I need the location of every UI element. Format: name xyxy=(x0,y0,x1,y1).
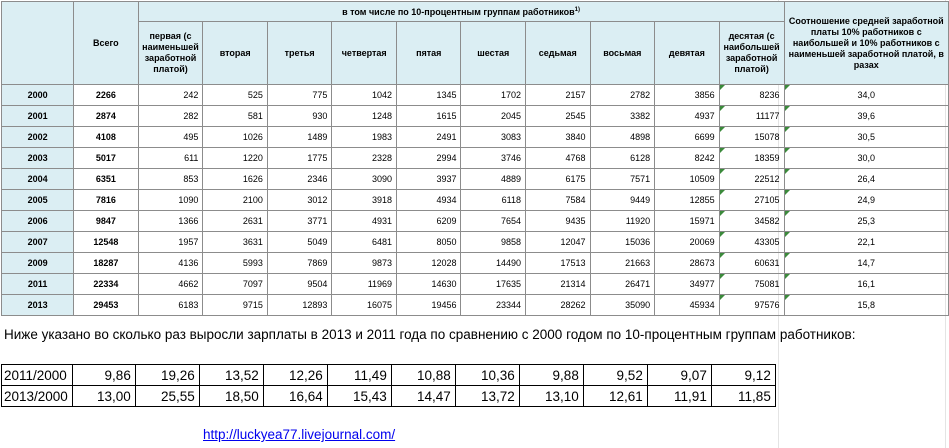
value-cell: 4898 xyxy=(590,127,655,148)
header-group-4: четвертая xyxy=(332,22,397,85)
value-cell: 1345 xyxy=(397,85,461,106)
value-cell: 4662 xyxy=(138,274,203,295)
ratio-cell: 25,3 xyxy=(784,211,948,232)
value-cell: 611 xyxy=(138,148,203,169)
growth-value: 13,00 xyxy=(72,386,135,407)
value-cell: 3856 xyxy=(655,85,720,106)
value-cell: 7097 xyxy=(203,274,267,295)
value-cell: 9435 xyxy=(525,211,590,232)
value-cell: 9873 xyxy=(332,253,397,274)
value-cell: 60631 xyxy=(719,253,784,274)
header-year-corner xyxy=(2,2,74,85)
value-cell: 1626 xyxy=(203,169,267,190)
ratio-cell: 26,4 xyxy=(784,169,948,190)
growth-value: 9,07 xyxy=(647,365,711,386)
value-cell: 1220 xyxy=(203,148,267,169)
growth-label: 2011/2000 xyxy=(2,365,73,386)
header-group-2: вторая xyxy=(203,22,267,85)
value-cell: 930 xyxy=(267,106,331,127)
value-cell: 34582 xyxy=(719,211,784,232)
value-cell: 4934 xyxy=(397,190,461,211)
growth-value: 19,26 xyxy=(135,365,199,386)
ratio-cell: 14,7 xyxy=(784,253,948,274)
value-cell: 9504 xyxy=(267,274,331,295)
value-cell: 6699 xyxy=(655,127,720,148)
growth-note: Ниже указано во сколько раз выросли зарплаты в 2013 и 2011 года по сравнению с 2000 годом по 10-процентным группам работников: xyxy=(4,327,856,342)
value-cell: 15078 xyxy=(719,127,784,148)
value-cell: 3631 xyxy=(203,232,267,253)
value-cell: 28262 xyxy=(525,295,590,316)
value-cell: 11177 xyxy=(719,106,784,127)
value-cell: 3382 xyxy=(590,106,655,127)
value-cell: 75081 xyxy=(719,274,784,295)
value-cell: 6481 xyxy=(332,232,397,253)
value-cell: 1957 xyxy=(138,232,203,253)
growth-value: 13,72 xyxy=(455,386,519,407)
value-cell: 853 xyxy=(138,169,203,190)
value-cell: 1248 xyxy=(332,106,397,127)
value-cell: 775 xyxy=(267,85,331,106)
header-group-1: первая (с наименьшей заработной платой) xyxy=(138,22,203,85)
growth-value: 11,85 xyxy=(711,386,775,407)
ratio-cell: 34,0 xyxy=(784,85,948,106)
value-cell: 12047 xyxy=(525,232,590,253)
growth-value: 15,43 xyxy=(327,386,391,407)
year-cell: 2011 xyxy=(2,274,74,295)
growth-value: 18,50 xyxy=(199,386,263,407)
table-row xyxy=(2,85,949,106)
value-cell: 20069 xyxy=(655,232,720,253)
growth-value: 9,88 xyxy=(519,365,583,386)
growth-table xyxy=(1,364,776,407)
total-cell: 29453 xyxy=(74,295,138,316)
value-cell: 1702 xyxy=(461,85,525,106)
value-cell: 3012 xyxy=(267,190,331,211)
value-cell: 6209 xyxy=(397,211,461,232)
year-cell: 2000 xyxy=(2,85,74,106)
growth-value: 9,12 xyxy=(711,365,775,386)
value-cell: 14630 xyxy=(397,274,461,295)
value-cell: 2045 xyxy=(461,106,525,127)
value-cell: 2100 xyxy=(203,190,267,211)
value-cell: 2782 xyxy=(590,85,655,106)
growth-value: 9,86 xyxy=(72,365,135,386)
value-cell: 21663 xyxy=(590,253,655,274)
growth-value: 9,52 xyxy=(583,365,647,386)
total-cell: 22334 xyxy=(74,274,138,295)
table-row xyxy=(2,127,949,148)
table-row xyxy=(2,274,949,295)
value-cell: 2631 xyxy=(203,211,267,232)
value-cell: 495 xyxy=(138,127,203,148)
value-cell: 12855 xyxy=(655,190,720,211)
ratio-cell: 22,1 xyxy=(784,232,948,253)
year-cell: 2009 xyxy=(2,253,74,274)
year-cell: 2002 xyxy=(2,127,74,148)
value-cell: 97576 xyxy=(719,295,784,316)
value-cell: 21314 xyxy=(525,274,590,295)
table-row xyxy=(2,169,949,190)
value-cell: 4889 xyxy=(461,169,525,190)
value-cell: 5993 xyxy=(203,253,267,274)
value-cell: 15971 xyxy=(655,211,720,232)
value-cell: 7869 xyxy=(267,253,331,274)
value-cell: 6118 xyxy=(461,190,525,211)
value-cell: 4931 xyxy=(332,211,397,232)
growth-value: 25,55 xyxy=(135,386,199,407)
livejournal-link[interactable]: http://luckyea77.livejournal.com/ xyxy=(203,427,396,442)
value-cell: 5049 xyxy=(267,232,331,253)
value-cell: 2346 xyxy=(267,169,331,190)
value-cell: 11969 xyxy=(332,274,397,295)
ratio-cell: 30,5 xyxy=(784,127,948,148)
growth-row xyxy=(2,365,776,386)
header-group-5: пятая xyxy=(397,22,461,85)
value-cell: 1489 xyxy=(267,127,331,148)
growth-value: 11,91 xyxy=(647,386,711,407)
header-group-text: в том числе по 10-процентным группам работников xyxy=(342,7,575,17)
total-cell: 18287 xyxy=(74,253,138,274)
header-group-7: седьмая xyxy=(525,22,590,85)
ratio-cell: 39,6 xyxy=(784,106,948,127)
header-ratio: Соотношение средней заработной платы 10% работников с наибольшей и 10% работников с наименьшей заработной платой, в разах xyxy=(784,2,948,85)
growth-value: 14,47 xyxy=(391,386,455,407)
value-cell: 4136 xyxy=(138,253,203,274)
table-row xyxy=(2,148,949,169)
table-row xyxy=(2,253,949,274)
value-cell: 242 xyxy=(138,85,203,106)
value-cell: 9858 xyxy=(461,232,525,253)
ratio-cell: 30,0 xyxy=(784,148,948,169)
value-cell: 1042 xyxy=(332,85,397,106)
growth-value: 16,64 xyxy=(263,386,327,407)
value-cell: 3840 xyxy=(525,127,590,148)
total-cell: 12548 xyxy=(74,232,138,253)
header-group-8: восьмая xyxy=(590,22,655,85)
wage-distribution-table xyxy=(1,1,949,316)
value-cell: 6128 xyxy=(590,148,655,169)
year-cell: 2003 xyxy=(2,148,74,169)
value-cell: 1026 xyxy=(203,127,267,148)
value-cell: 17513 xyxy=(525,253,590,274)
value-cell: 43305 xyxy=(719,232,784,253)
value-cell: 3083 xyxy=(461,127,525,148)
value-cell: 19456 xyxy=(397,295,461,316)
value-cell: 2545 xyxy=(525,106,590,127)
growth-value: 10,88 xyxy=(391,365,455,386)
value-cell: 28673 xyxy=(655,253,720,274)
value-cell: 3918 xyxy=(332,190,397,211)
growth-row xyxy=(2,386,776,407)
growth-value: 13,52 xyxy=(199,365,263,386)
value-cell: 8236 xyxy=(719,85,784,106)
year-cell: 2005 xyxy=(2,190,74,211)
ratio-cell: 24,9 xyxy=(784,190,948,211)
value-cell: 17635 xyxy=(461,274,525,295)
header-group-footnote: 1) xyxy=(574,7,580,13)
value-cell: 4937 xyxy=(655,106,720,127)
value-cell: 581 xyxy=(203,106,267,127)
value-cell: 9715 xyxy=(203,295,267,316)
value-cell: 12893 xyxy=(267,295,331,316)
value-cell: 27105 xyxy=(719,190,784,211)
value-cell: 22512 xyxy=(719,169,784,190)
value-cell: 3937 xyxy=(397,169,461,190)
growth-value: 12,61 xyxy=(583,386,647,407)
total-cell: 6351 xyxy=(74,169,138,190)
value-cell: 1090 xyxy=(138,190,203,211)
total-cell: 4108 xyxy=(74,127,138,148)
value-cell: 9449 xyxy=(590,190,655,211)
year-cell: 2006 xyxy=(2,211,74,232)
value-cell: 2491 xyxy=(397,127,461,148)
value-cell: 2994 xyxy=(397,148,461,169)
value-cell: 3746 xyxy=(461,148,525,169)
value-cell: 7654 xyxy=(461,211,525,232)
value-cell: 7571 xyxy=(590,169,655,190)
value-cell: 34977 xyxy=(655,274,720,295)
total-cell: 5017 xyxy=(74,148,138,169)
growth-value: 11,49 xyxy=(327,365,391,386)
value-cell: 15036 xyxy=(590,232,655,253)
value-cell: 3771 xyxy=(267,211,331,232)
total-cell: 7816 xyxy=(74,190,138,211)
header-group-6: шестая xyxy=(461,22,525,85)
table-row xyxy=(2,211,949,232)
growth-value: 12,26 xyxy=(263,365,327,386)
value-cell: 6183 xyxy=(138,295,203,316)
value-cell: 23344 xyxy=(461,295,525,316)
table-row xyxy=(2,190,949,211)
value-cell: 10509 xyxy=(655,169,720,190)
value-cell: 35090 xyxy=(590,295,655,316)
ratio-cell: 15,8 xyxy=(784,295,948,316)
value-cell: 16075 xyxy=(332,295,397,316)
year-cell: 2004 xyxy=(2,169,74,190)
value-cell: 45934 xyxy=(655,295,720,316)
header-group-9: девятая xyxy=(655,22,720,85)
value-cell: 1366 xyxy=(138,211,203,232)
header-group-10: десятая (с наибольшей заработной платой) xyxy=(719,22,784,85)
value-cell: 7584 xyxy=(525,190,590,211)
year-cell: 2013 xyxy=(2,295,74,316)
value-cell: 8050 xyxy=(397,232,461,253)
ratio-cell: 16,1 xyxy=(784,274,948,295)
value-cell: 14490 xyxy=(461,253,525,274)
value-cell: 4768 xyxy=(525,148,590,169)
year-cell: 2007 xyxy=(2,232,74,253)
growth-value: 13,10 xyxy=(519,386,583,407)
value-cell: 1775 xyxy=(267,148,331,169)
growth-value: 10,36 xyxy=(455,365,519,386)
header-group xyxy=(138,2,784,22)
table-row xyxy=(2,295,949,316)
total-cell: 9847 xyxy=(74,211,138,232)
value-cell: 3090 xyxy=(332,169,397,190)
value-cell: 525 xyxy=(203,85,267,106)
growth-label: 2013/2000 xyxy=(2,386,73,407)
value-cell: 8242 xyxy=(655,148,720,169)
header-group-3: третья xyxy=(267,22,331,85)
table-row xyxy=(2,232,949,253)
value-cell: 11920 xyxy=(590,211,655,232)
table-row xyxy=(2,106,949,127)
total-cell: 2874 xyxy=(74,106,138,127)
value-cell: 6175 xyxy=(525,169,590,190)
value-cell: 2328 xyxy=(332,148,397,169)
value-cell: 1615 xyxy=(397,106,461,127)
value-cell: 12028 xyxy=(397,253,461,274)
header-total: Всего xyxy=(74,2,138,85)
value-cell: 26471 xyxy=(590,274,655,295)
value-cell: 2157 xyxy=(525,85,590,106)
total-cell: 2266 xyxy=(74,85,138,106)
year-cell: 2001 xyxy=(2,106,74,127)
value-cell: 1983 xyxy=(332,127,397,148)
value-cell: 18359 xyxy=(719,148,784,169)
value-cell: 282 xyxy=(138,106,203,127)
